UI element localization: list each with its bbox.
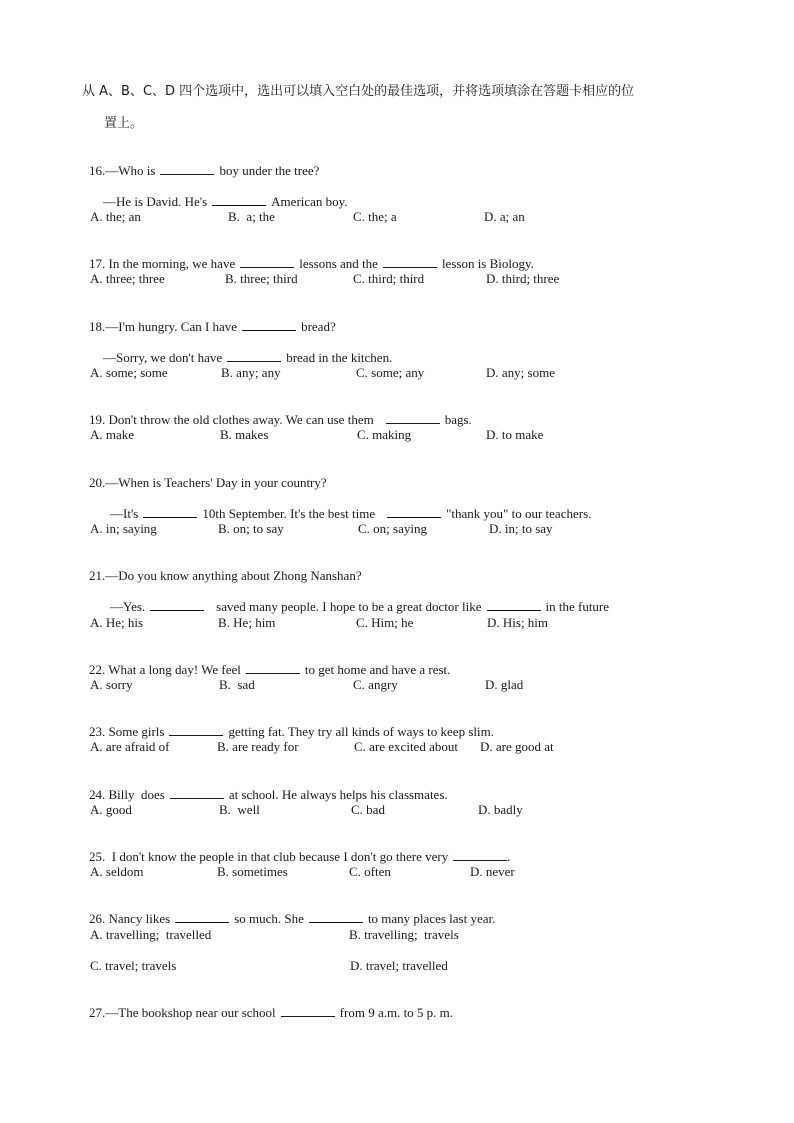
question-text: —It's	[110, 506, 139, 521]
option-c: C. some; any	[356, 365, 425, 380]
question-text: 23. Some girls	[89, 724, 165, 739]
question-text: getting fat. They try all kinds of ways to keep slim.	[228, 724, 494, 739]
option-d: D. are good at	[480, 739, 554, 754]
question-text: 20.—When is Teachers' Day in your country?	[89, 475, 327, 490]
answer-blank	[383, 256, 437, 268]
answer-blank	[453, 849, 507, 861]
option-c: C. the; a	[353, 209, 397, 224]
option-c: C. travel; travels	[90, 958, 177, 973]
option-c: C. making	[357, 427, 412, 442]
instruction-line-2: 置上。	[104, 116, 144, 131]
question-text: 16.—Who is	[89, 163, 156, 178]
option-d: D. glad	[485, 677, 524, 692]
option-a: A. travelling; travelled	[90, 927, 212, 942]
answer-blank	[246, 662, 300, 674]
option-b: B. makes	[220, 427, 269, 442]
question-text: 24. Billy does	[89, 787, 165, 802]
question-text: 10th September. It's the best time	[202, 506, 376, 521]
option-b: B. travelling; travels	[349, 927, 459, 942]
question-text: 26. Nancy likes	[89, 911, 171, 926]
option-d: D. never	[470, 864, 515, 879]
instruction-line-1: 从 A、B、C、D 四个选项中，选出可以填入空白处的最佳选项，并将选项填涂在答题卡相应的位	[82, 84, 635, 99]
option-d: D. travel; travelled	[350, 958, 448, 973]
option-b: B. on; to say	[218, 521, 284, 536]
option-b: B. well	[219, 802, 260, 817]
answer-blank	[150, 599, 204, 611]
answer-blank	[487, 599, 541, 611]
option-b: B. a; the	[228, 209, 275, 224]
question-text: —Sorry, we don't have	[103, 350, 223, 365]
option-a: A. the; an	[90, 209, 141, 224]
option-c: C. are excited about	[354, 739, 458, 754]
question-text: in the future	[545, 599, 610, 614]
answer-blank	[242, 319, 296, 331]
option-a: A. are afraid of	[90, 739, 170, 754]
option-b: B. any; any	[221, 365, 281, 380]
option-d: D. to make	[486, 427, 544, 442]
question-line	[76, 989, 453, 1037]
question-text: saved many people. I hope to be a great doctor like	[216, 599, 482, 614]
option-a: A. three; three	[90, 271, 165, 286]
option-a: A. He; his	[90, 615, 144, 630]
option-a: A. make	[90, 427, 135, 442]
option-d: D. in; to say	[489, 521, 553, 536]
option-c: C. often	[349, 864, 391, 879]
answer-blank	[160, 163, 214, 175]
option-d: D. third; three	[486, 271, 560, 286]
option-a: A. sorry	[90, 677, 133, 692]
question-text: to many places last year.	[367, 911, 496, 926]
option-c: C. on; saying	[358, 521, 427, 536]
question-text: 18.—I'm hungry. Can I have	[89, 319, 238, 334]
option-d: D. a; an	[484, 209, 525, 224]
question-text: from 9 a.m. to 5 p. m.	[339, 1005, 454, 1020]
option-c: C. angry	[353, 677, 398, 692]
option-c: C. bad	[351, 802, 385, 817]
answer-blank	[309, 911, 363, 923]
question-text: —He is David. He's	[103, 194, 208, 209]
question-text: lessons and the	[299, 256, 378, 271]
answer-blank	[387, 506, 441, 518]
answer-blank	[143, 506, 197, 518]
option-d: D. any; some	[486, 365, 555, 380]
option-b: B. sometimes	[217, 864, 288, 879]
question-text: 21.—Do you know anything about Zhong Nanshan?	[89, 568, 362, 583]
question-text: —Yes.	[110, 599, 146, 614]
option-c: C. Him; he	[356, 615, 414, 630]
question-text: 25. I don't know the people in that club because I don't go there very	[89, 849, 449, 864]
question-text: so much. She	[234, 911, 304, 926]
option-b: B. He; him	[218, 615, 276, 630]
question-text: bags.	[444, 412, 472, 427]
option-d: D. badly	[478, 802, 523, 817]
question-text: "thank you" to our teachers.	[446, 506, 592, 521]
question-text: American boy.	[271, 194, 348, 209]
answer-blank	[281, 1005, 335, 1017]
question-line	[76, 396, 472, 444]
question-text: 27.—The bookshop near our school	[89, 1005, 276, 1020]
question-text: bread?	[301, 319, 336, 334]
question-text: to get home and have a rest.	[304, 662, 451, 677]
option-a: A. seldom	[90, 864, 144, 879]
question-text: .	[507, 849, 511, 864]
question-text: at school. He always helps his classmates.	[228, 787, 448, 802]
option-a: A. some; some	[90, 365, 168, 380]
option-d: D. His; him	[487, 615, 549, 630]
option-b: B. are ready for	[217, 739, 299, 754]
question-text: bread in the kitchen.	[286, 350, 393, 365]
answer-blank	[386, 412, 440, 424]
question-text: boy under the tree?	[219, 163, 320, 178]
answer-blank	[170, 787, 224, 799]
answer-blank	[169, 724, 223, 736]
question-text: 19. Don't throw the old clothes away. We can use them	[89, 412, 374, 427]
answer-blank	[227, 350, 281, 362]
answer-blank	[240, 256, 294, 268]
option-a: A. good	[90, 802, 132, 817]
option-b: B. three; third	[225, 271, 298, 286]
question-text: 17. In the morning, we have	[89, 256, 236, 271]
option-b: B. sad	[219, 677, 255, 692]
answer-blank	[212, 194, 266, 206]
question-text: 22. What a long day! We feel	[89, 662, 241, 677]
option-a: A. in; saying	[90, 521, 157, 536]
option-c: C. third; third	[353, 271, 425, 286]
question-text: lesson is Biology.	[441, 256, 534, 271]
answer-blank	[175, 911, 229, 923]
